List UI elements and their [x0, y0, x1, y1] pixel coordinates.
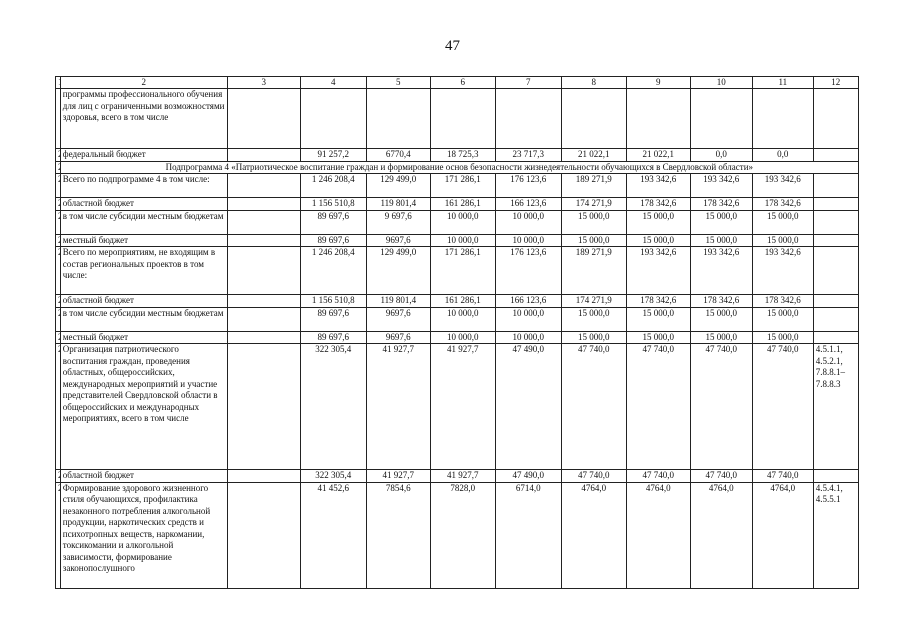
value-cell: 89 697,6 [300, 234, 366, 247]
target-code-cell [813, 210, 858, 234]
target-code-cell: 4.5.1.1, 4.5.2.1, 7.8.8.1–7.8.8.3 [813, 344, 858, 470]
value-cell: 15 000,0 [752, 210, 813, 234]
value-cell: 15 000,0 [752, 234, 813, 247]
header-cell [56, 77, 61, 89]
table-row [56, 234, 859, 247]
value-cell: 4764,0 [626, 482, 690, 588]
value-cell: 6714,0 [495, 482, 561, 588]
value-cell: 4764,0 [752, 482, 813, 588]
value-cell: 178 342,6 [690, 295, 752, 308]
value-cell [495, 89, 561, 149]
value-cell: 89 697,6 [300, 307, 366, 331]
table-row [56, 295, 859, 308]
value-cell: 129 499,0 [366, 247, 430, 295]
value-cell: 10 000,0 [495, 331, 561, 344]
value-cell: 1 246 208,4 [300, 247, 366, 295]
target-code-cell [813, 331, 858, 344]
target-code-cell [813, 174, 858, 198]
value-cell: 189 271,9 [561, 247, 626, 295]
table-row [56, 161, 859, 174]
value-cell: 21 022,1 [626, 149, 690, 162]
table-row [56, 149, 859, 162]
value-cell: 178 342,6 [690, 198, 752, 211]
budget-table [55, 76, 859, 589]
value-cell: 4764,0 [561, 482, 626, 588]
target-code-cell [813, 234, 858, 247]
page-number: 47 [445, 38, 460, 54]
value-cell: 15 000,0 [626, 234, 690, 247]
value-cell: 89 697,6 [300, 331, 366, 344]
value-cell [227, 307, 300, 331]
value-cell: 176 123,6 [495, 174, 561, 198]
value-cell: 15 000,0 [626, 307, 690, 331]
value-cell: 4764,0 [690, 482, 752, 588]
value-cell: 91 257,2 [300, 149, 366, 162]
item-name-cell: в том числе субсидии местным бюджетам [60, 307, 227, 331]
item-name-cell: областной бюджет [60, 470, 227, 483]
target-code-cell [813, 89, 858, 149]
value-cell: 193 342,6 [690, 174, 752, 198]
value-cell [430, 89, 495, 149]
row-number-cell [56, 234, 61, 247]
item-name-cell: Всего по подпрограмме 4 в том числе: [60, 174, 227, 198]
value-cell: 41 927,7 [366, 344, 430, 470]
value-cell: 193 342,6 [626, 174, 690, 198]
value-cell: 1 156 510,8 [300, 198, 366, 211]
target-code-cell [813, 307, 858, 331]
value-cell: 129 499,0 [366, 174, 430, 198]
table-row [56, 89, 859, 149]
value-cell: 1 246 208,4 [300, 174, 366, 198]
value-cell: 10 000,0 [430, 210, 495, 234]
target-code-cell [813, 470, 858, 483]
value-cell: 15 000,0 [561, 210, 626, 234]
value-cell: 15 000,0 [690, 234, 752, 247]
value-cell: 6770,4 [366, 149, 430, 162]
value-cell [227, 174, 300, 198]
value-cell: 47 740,0 [752, 344, 813, 470]
value-cell: 10 000,0 [430, 307, 495, 331]
row-number-cell [56, 161, 61, 174]
value-cell: 10 000,0 [495, 234, 561, 247]
table-row [56, 344, 859, 470]
value-cell: 21 022,1 [561, 149, 626, 162]
value-cell [690, 89, 752, 149]
value-cell: 47 740,0 [626, 344, 690, 470]
value-cell: 178 342,6 [626, 198, 690, 211]
table-row [56, 470, 859, 483]
header-cell: 9 [626, 77, 690, 89]
value-cell [227, 234, 300, 247]
target-code-cell: 4.5.4.1, 4.5.5.1 [813, 482, 858, 588]
value-cell: 15 000,0 [690, 331, 752, 344]
header-cell: 10 [690, 77, 752, 89]
value-cell: 47 490,0 [495, 344, 561, 470]
row-number-cell [56, 331, 61, 344]
target-code-cell [813, 149, 858, 162]
value-cell: 189 271,9 [561, 174, 626, 198]
value-cell: 47 490,0 [495, 470, 561, 483]
value-cell: 10 000,0 [430, 331, 495, 344]
value-cell: 176 123,6 [495, 247, 561, 295]
target-code-cell [813, 295, 858, 308]
value-cell: 15 000,0 [752, 331, 813, 344]
row-number-cell [56, 149, 61, 162]
value-cell [227, 210, 300, 234]
item-name-cell: в том числе субсидии местным бюджетам [60, 210, 227, 234]
header-cell: 2 [60, 77, 227, 89]
value-cell: 7828,0 [430, 482, 495, 588]
value-cell: 193 342,6 [752, 174, 813, 198]
value-cell: 15 000,0 [561, 331, 626, 344]
table-row [56, 307, 859, 331]
value-cell: 41 927,7 [430, 344, 495, 470]
value-cell: 119 801,4 [366, 198, 430, 211]
value-cell: 10 000,0 [430, 234, 495, 247]
row-number-cell [56, 470, 61, 483]
value-cell: 161 286,1 [430, 295, 495, 308]
value-cell [227, 344, 300, 470]
header-cell: 11 [752, 77, 813, 89]
value-cell: 166 123,6 [495, 295, 561, 308]
table-row [56, 174, 859, 198]
value-cell: 15 000,0 [752, 307, 813, 331]
value-cell: 47 740,0 [690, 470, 752, 483]
value-cell: 9 697,6 [366, 210, 430, 234]
value-cell: 322 305,4 [300, 344, 366, 470]
value-cell: 41 927,7 [430, 470, 495, 483]
value-cell [366, 89, 430, 149]
value-cell: 9697,6 [366, 234, 430, 247]
value-cell: 178 342,6 [626, 295, 690, 308]
value-cell: 47 740,0 [626, 470, 690, 483]
value-cell: 1 156 510,8 [300, 295, 366, 308]
header-cell: 3 [227, 77, 300, 89]
value-cell: 174 271,9 [561, 198, 626, 211]
table-row [56, 482, 859, 588]
value-cell [300, 89, 366, 149]
target-code-cell [813, 247, 858, 295]
value-cell [227, 149, 300, 162]
value-cell: 174 271,9 [561, 295, 626, 308]
value-cell [227, 470, 300, 483]
value-cell: 119 801,4 [366, 295, 430, 308]
value-cell: 193 342,6 [690, 247, 752, 295]
item-name-cell: областной бюджет [60, 198, 227, 211]
value-cell: 47 740,0 [561, 470, 626, 483]
value-cell: 89 697,6 [300, 210, 366, 234]
item-name-cell: Всего по мероприятиям, не входящим в состав региональных проектов в том числе: [60, 247, 227, 295]
row-number-cell [56, 198, 61, 211]
value-cell: 178 342,6 [752, 198, 813, 211]
value-cell: 171 286,1 [430, 247, 495, 295]
value-cell: 9697,6 [366, 331, 430, 344]
header-cell: 5 [366, 77, 430, 89]
value-cell: 47 740,0 [690, 344, 752, 470]
value-cell: 178 342,6 [752, 295, 813, 308]
item-name-cell: Формирование здорового жизненного стиля обучающихся, профилактика незаконного потребления алкогольной продукции, наркотических средств и психотропных веществ, наркомании, токсикомании и алкогольной зависимости, формирование законопослушного [60, 482, 227, 588]
value-cell: 161 286,1 [430, 198, 495, 211]
value-cell [561, 89, 626, 149]
value-cell: 193 342,6 [752, 247, 813, 295]
value-cell: 41 452,6 [300, 482, 366, 588]
value-cell: 15 000,0 [561, 307, 626, 331]
target-code-cell [813, 198, 858, 211]
header-cell: 12 [813, 77, 858, 89]
table-row [56, 247, 859, 295]
value-cell: 9697,6 [366, 307, 430, 331]
value-cell [227, 331, 300, 344]
header-cell: 4 [300, 77, 366, 89]
value-cell: 15 000,0 [690, 210, 752, 234]
value-cell: 47 740,0 [561, 344, 626, 470]
value-cell: 23 717,3 [495, 149, 561, 162]
value-cell [227, 295, 300, 308]
header-cell: 6 [430, 77, 495, 89]
header-row [56, 77, 859, 89]
value-cell [626, 89, 690, 149]
value-cell: 193 342,6 [626, 247, 690, 295]
table-row [56, 210, 859, 234]
value-cell [227, 247, 300, 295]
header-cell: 7 [495, 77, 561, 89]
value-cell: 15 000,0 [626, 331, 690, 344]
item-name-cell: программы профессионального обучения для лиц с ограниченными возможностями здоровья, всего в том числе [60, 89, 227, 149]
item-name-cell: федеральный бюджет [60, 149, 227, 162]
value-cell [752, 89, 813, 149]
value-cell: 41 927,7 [366, 470, 430, 483]
item-name-cell: местный бюджет [60, 331, 227, 344]
value-cell: 171 286,1 [430, 174, 495, 198]
subprogram-title-cell: Подпрограмма 4 «Патриотическое воспитание граждан и формирование основ безопасности жизнедеятельности обучающихся в Свердловской области» [60, 161, 858, 174]
value-cell: 15 000,0 [561, 234, 626, 247]
item-name-cell: Организация патриотического воспитания граждан, проведения областных, общероссийских, международных мероприятий и участие представителей Свердловской области в общероссийских и международных мероприятиях, всего в том числе [60, 344, 227, 470]
value-cell: 15 000,0 [626, 210, 690, 234]
value-cell [227, 482, 300, 588]
row-number-cell [56, 295, 61, 308]
value-cell: 166 123,6 [495, 198, 561, 211]
value-cell: 15 000,0 [690, 307, 752, 331]
item-name-cell: областной бюджет [60, 295, 227, 308]
value-cell: 10 000,0 [495, 307, 561, 331]
value-cell: 18 725,3 [430, 149, 495, 162]
table-row [56, 331, 859, 344]
value-cell [227, 198, 300, 211]
value-cell: 10 000,0 [495, 210, 561, 234]
item-name-cell: местный бюджет [60, 234, 227, 247]
value-cell [227, 89, 300, 149]
table-row [56, 198, 859, 211]
value-cell: 322 305,4 [300, 470, 366, 483]
value-cell: 0,0 [690, 149, 752, 162]
value-cell: 0,0 [752, 149, 813, 162]
header-cell: 8 [561, 77, 626, 89]
value-cell: 7854,6 [366, 482, 430, 588]
value-cell: 47 740,0 [752, 470, 813, 483]
